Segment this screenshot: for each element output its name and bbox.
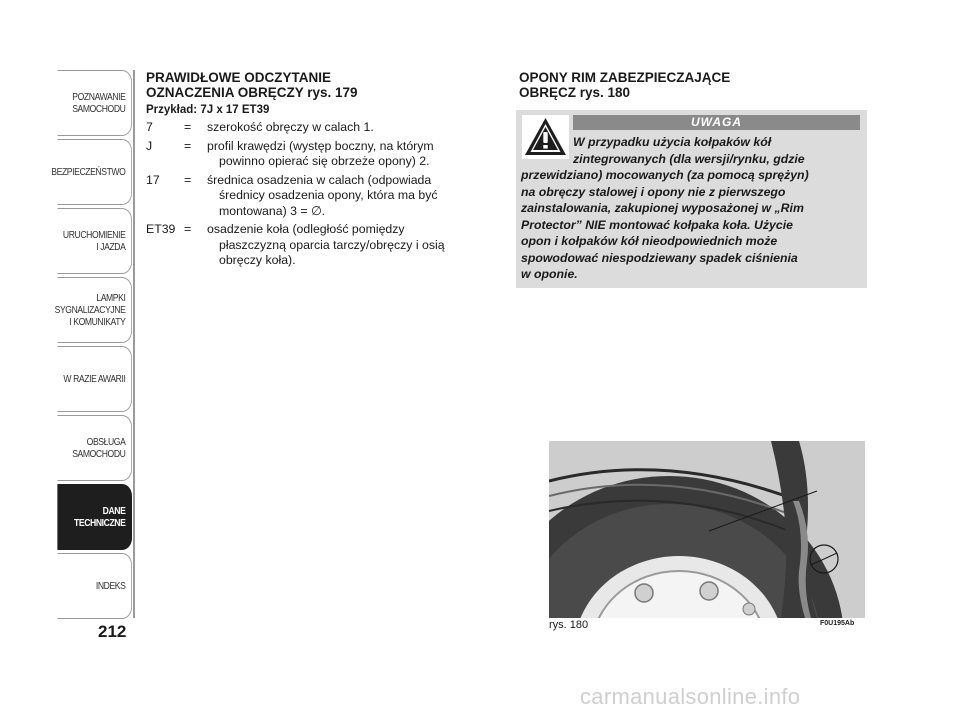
warning-line: na obręczy stalowej i opony nie z pierwszego bbox=[521, 184, 786, 199]
tab-label-line: OBSŁUGA bbox=[86, 436, 126, 448]
definition-line: płaszczyzną oparcia tarczy/obręczy i osią bbox=[219, 237, 445, 252]
definition-row bbox=[146, 173, 486, 220]
heading-line: OZNACZENIA OBRĘCZY rys. 179 bbox=[146, 85, 358, 100]
tab-indeks[interactable] bbox=[57, 553, 132, 619]
definition-line: osadzenie koła (odległość pomiędzy bbox=[207, 222, 405, 236]
definition-term: ET39 bbox=[146, 222, 176, 236]
figure-code: F0U195Ab bbox=[820, 620, 855, 627]
heading-line: PRAWIDŁOWE ODCZYTANIE bbox=[146, 70, 331, 85]
page-number: 212 bbox=[98, 622, 127, 641]
definition-line: obręczy koła). bbox=[219, 253, 296, 267]
heading-line: OPONY RIM ZABEZPIECZAJĄCE bbox=[519, 70, 731, 85]
warning-line: spowodować niespodziewany spadek ciśnienia bbox=[521, 250, 798, 265]
tab-obsluga-samochodu[interactable] bbox=[57, 415, 132, 481]
tabs-divider bbox=[133, 70, 135, 618]
tab-label-line: I KOMUNIKATY bbox=[69, 316, 126, 328]
definition-text bbox=[207, 120, 486, 136]
tab-label-line: SAMOCHODU bbox=[72, 448, 126, 460]
definition-line: powinno opierać się obrzeże opony) 2. bbox=[219, 154, 430, 168]
definition-row bbox=[146, 222, 486, 269]
tab-label-line: DANE bbox=[102, 505, 126, 517]
equals-sign: = bbox=[184, 222, 192, 236]
rim-protector-section bbox=[519, 70, 869, 100]
warning-box bbox=[516, 110, 867, 288]
example-line: Przykład: 7J x 17 ET39 bbox=[146, 104, 270, 116]
tab-bezpieczenstwo[interactable] bbox=[51, 139, 132, 205]
tab-lampki-sygnalizacyjne[interactable] bbox=[54, 277, 132, 343]
warning-line: W przypadku użycia kołpaków kół bbox=[573, 135, 772, 149]
warning-line: Protector” NIE montować kołpaka koła. Użycie bbox=[521, 217, 793, 232]
tab-label-line: LAMPKI bbox=[96, 292, 126, 304]
definition-line: szerokość obręczy w calach 1. bbox=[207, 120, 374, 134]
figure-caption: rys. 180 bbox=[549, 619, 589, 631]
warning-line: opon i kołpaków kół nieodpowiednich może bbox=[521, 234, 778, 248]
definition-row bbox=[146, 139, 486, 170]
definition-line: średnicy osadzenia opony, która ma być bbox=[219, 188, 438, 202]
equals-sign: = bbox=[184, 138, 192, 153]
tab-label-line: SAMOCHODU bbox=[72, 103, 126, 115]
definition-text bbox=[207, 222, 486, 269]
tab-dane-techniczne[interactable] bbox=[57, 484, 132, 550]
definition-text bbox=[207, 173, 486, 220]
definition-line: profil krawędzi (występ boczny, na którym bbox=[207, 138, 434, 153]
warning-title: UWAGA bbox=[573, 115, 860, 130]
rim-marking-section bbox=[146, 70, 486, 272]
warning-line: w oponie. bbox=[521, 267, 578, 281]
definition-text bbox=[207, 139, 486, 170]
warning-line: zintegrowanych (dla wersji/rynku, gdzie bbox=[573, 151, 805, 166]
definition-row bbox=[146, 120, 486, 136]
definition-line: średnica osadzenia w calach (odpowiada bbox=[207, 172, 432, 187]
heading-line: OBRĘCZ rys. 180 bbox=[519, 85, 631, 100]
definition-term: J bbox=[146, 138, 153, 153]
tab-label-line: I JAZDA bbox=[96, 241, 126, 253]
warning-text bbox=[521, 134, 863, 283]
tab-label-line: INDEKS bbox=[95, 580, 126, 592]
watermark: carmanualsonline.info bbox=[580, 684, 801, 709]
tyre-figure bbox=[549, 441, 865, 618]
tab-uruchomienie-i-jazda[interactable] bbox=[57, 208, 132, 274]
warning-line: zainstalowania, zakupionej wyposażonej w „Rim bbox=[521, 201, 804, 215]
section-heading bbox=[519, 70, 869, 100]
equals-sign: = bbox=[184, 120, 192, 134]
equals-sign: = bbox=[184, 172, 192, 187]
tab-poznawanie-samochodu[interactable] bbox=[57, 70, 132, 136]
definition-term: 17 bbox=[146, 172, 160, 187]
definition-line: montowana) 3 = ∅. bbox=[219, 203, 326, 218]
tyre-illustration bbox=[549, 441, 865, 618]
definition-list bbox=[146, 120, 486, 269]
tab-label-line: TECHNICZNE bbox=[74, 517, 126, 529]
warning-line: przewidziano) mocowanych (za pomocą sprężyn) bbox=[521, 168, 809, 182]
tab-label-line: W RAZIE AWARII bbox=[63, 373, 126, 385]
tab-label-line: SYGNALIZACYJNE bbox=[54, 304, 126, 316]
definition-term: 7 bbox=[146, 120, 153, 134]
tab-w-razie-awarii[interactable] bbox=[57, 346, 132, 412]
tab-label-line: BEZPIECZEŃSTWO bbox=[51, 166, 126, 178]
tab-label-line: POZNAWANIE bbox=[72, 91, 126, 103]
section-heading bbox=[146, 70, 486, 100]
tab-label-line: URUCHOMIENIE bbox=[62, 229, 126, 241]
